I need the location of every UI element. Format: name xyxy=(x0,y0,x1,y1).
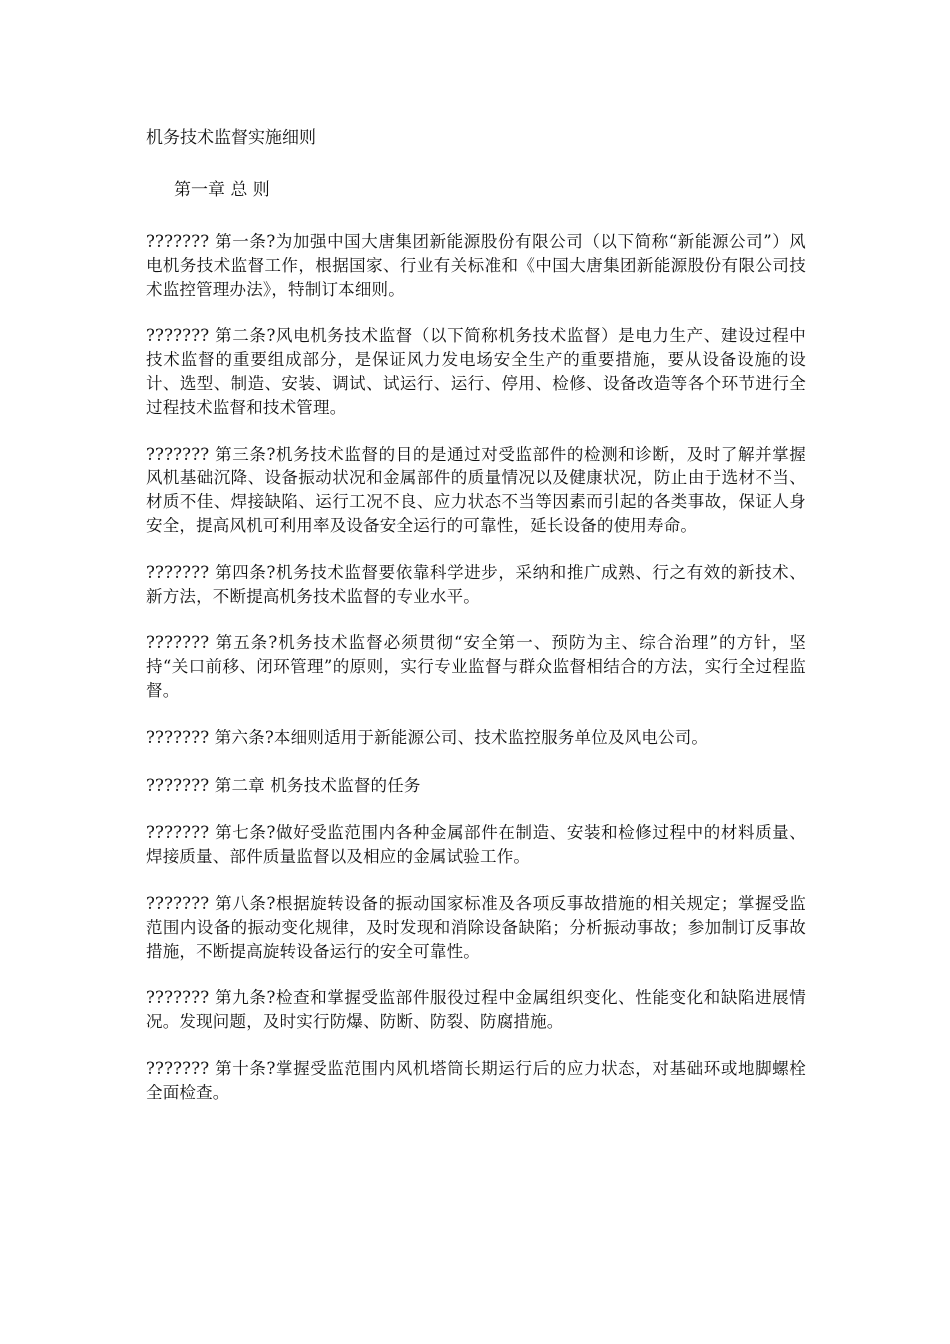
article-10-paragraph: ??????? 第十条?掌握受监范围内风机塔筒长期运行后的应力状态，对基础环或地脚螺栓全面检查。 xyxy=(146,1058,806,1102)
document-title: 机务技术监督实施细则 xyxy=(146,128,316,148)
article-7-paragraph: ??????? 第七条?做好受监范围内各种金属部件在制造、安装和检修过程中的材料质量、焊接质量、部件质量监督以及相应的金属试验工作。 xyxy=(146,823,806,867)
chapter-heading-1: 第一章 总 则 xyxy=(174,180,270,200)
document-content xyxy=(146,126,806,1128)
article-1-paragraph: ??????? 第一条?为加强中国大唐集团新能源股份有限公司（以下简称“新能源公司”）风电机务技术监督工作，根据国家、行业有关标准和《中国大唐集团新能源股份有限公司技术监控管理办法》，特制订本细则。 xyxy=(146,232,806,299)
chapter-2-heading: ??????? 第二章 机务技术监督的任务 xyxy=(146,775,421,795)
article-2-paragraph: ??????? 第二条?风电机务技术监督（以下简称机务技术监督）是电力生产、建设过程中技术监督的重要组成部分，是保证风力发电场安全生产的重要措施，要从设备设施的设计、选型、制造、安装、调试、试运行、运行、停用、检修、设备改造等各个环节进行全过程技术监督和技术管理。 xyxy=(146,326,806,417)
article-9-paragraph: ??????? 第九条?检查和掌握受监部件服役过程中金属组织变化、性能变化和缺陷进展情况。发现问题，及时实行防爆、防断、防裂、防腐措施。 xyxy=(146,988,806,1032)
article-4-paragraph: ??????? 第四条?机务技术监督要依靠科学进步，采纳和推广成熟、行之有效的新技术、新方法，不断提高机务技术监督的专业水平。 xyxy=(146,562,806,606)
article-3-paragraph: ??????? 第三条?机务技术监督的目的是通过对受监部件的检测和诊断，及时了解并掌握风机基础沉降、设备振动状况和金属部件的质量情况以及健康状况，防止由于选材不当、材质不佳、焊接缺陷、运行工况不良、应力状态不当等因素而引起的各类事故，保证人身安全，提高风机可利用率及设备安全运行的可靠性，延长设备的使用寿命。 xyxy=(146,444,806,535)
article-6-paragraph: ??????? 第六条?本细则适用于新能源公司、技术监控服务单位及风电公司。 xyxy=(146,727,709,747)
article-8-paragraph: ??????? 第八条?根据旋转设备的振动国家标准及各项反事故措施的相关规定；掌握受监范围内设备的振动变化规律，及时发现和消除设备缺陷；分析振动事故；参加制订反事故措施，不断提高旋转设备运行的安全可靠性。 xyxy=(146,893,806,961)
article-5-paragraph: ??????? 第五条?机务技术监督必须贯彻“安全第一、预防为主、综合治理”的方针，坚持“关口前移、闭环管理”的原则，实行专业监督与群众监督相结合的方法，实行全过程监督。 xyxy=(146,633,806,700)
